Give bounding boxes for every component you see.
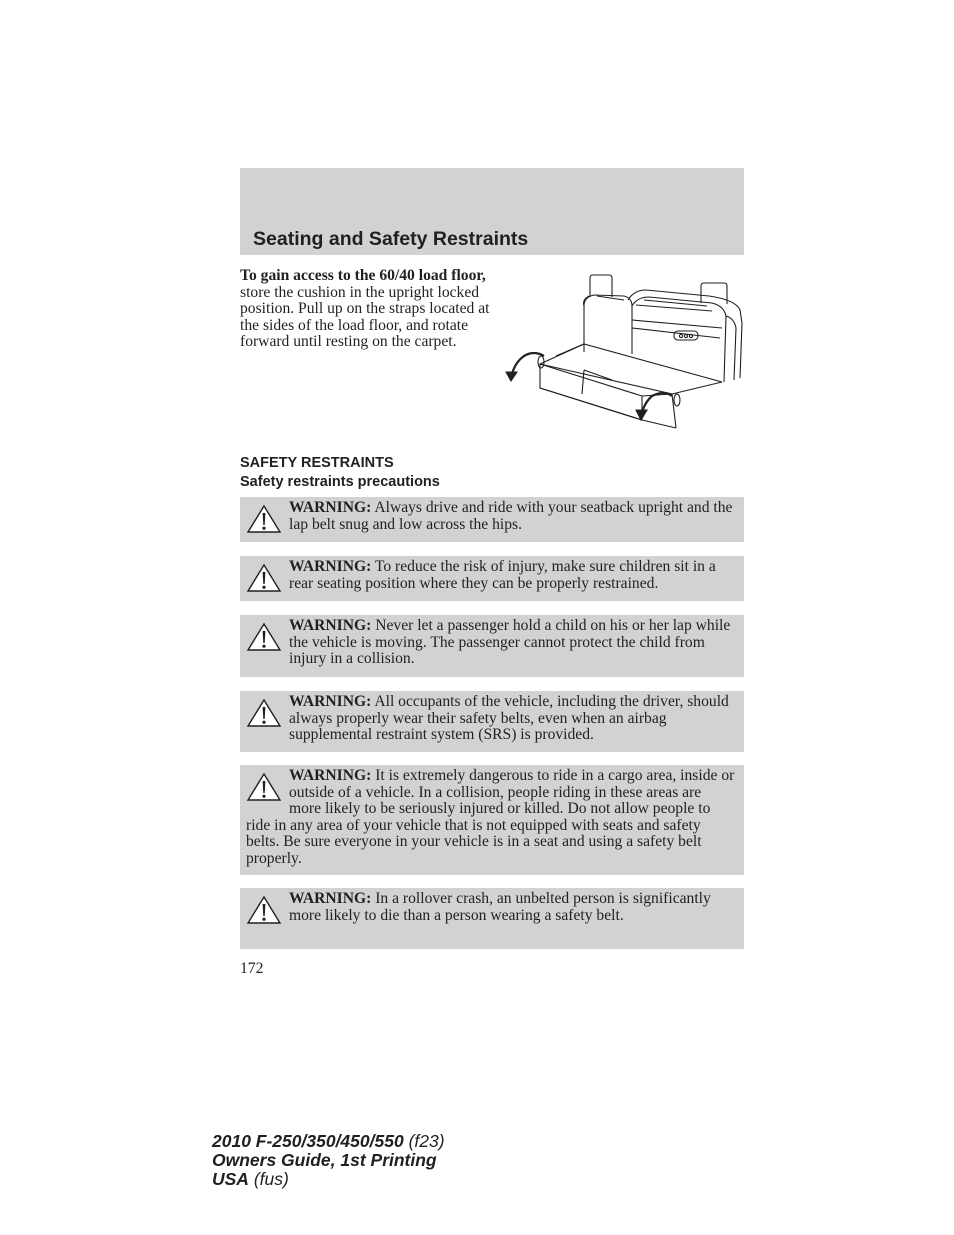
footer-line-2: Owners Guide, 1st Printing	[212, 1150, 437, 1170]
intro-text: store the cushion in the upright locked position. Pull up on the straps located at the sides of the load floor, and rotate forward until resting on the carpet.	[240, 283, 490, 350]
warning-text: In a rollover crash, an unbelted person is significantly more likely to die than a person wearing a safety belt.	[289, 890, 711, 924]
warning-text: To reduce the risk of injury, make sure children sit in a rear seating position where they can be properly restrained.	[289, 558, 716, 592]
page-number: 172	[240, 960, 264, 977]
warning-box	[240, 888, 744, 949]
load-floor-illustration	[504, 270, 746, 430]
warning-label: WARNING:	[289, 767, 372, 784]
warning-text: It is extremely dangerous to ride in a cargo area, inside or outside of a vehicle. In a collision, people riding in these areas are more likely to be seriously injured or killed. Do not allow people to ride in any area of your vehicle that is not equipped with seats and safety belts. Be sure everyone in your vehicle is in a seat and using a safety belt properly.	[246, 767, 735, 867]
section-header-band	[240, 168, 744, 255]
intro-paragraph	[240, 268, 502, 351]
warning-box	[240, 691, 744, 752]
footer-region-code: (fus)	[248, 1169, 289, 1189]
warning-text: All occupants of the vehicle, including the driver, should always properly wear their safety belts, even when an airbag supplemental restraint system (SRS) is provided.	[289, 693, 729, 743]
warning-label: WARNING:	[289, 617, 372, 634]
warning-label: WARNING:	[289, 499, 372, 516]
warning-label: WARNING:	[289, 558, 372, 575]
warning-triangle-icon	[246, 563, 282, 593]
footer-line-3	[212, 1170, 445, 1189]
footer-model: 2010 F-250/350/450/550	[212, 1131, 404, 1151]
warning-box	[240, 556, 744, 601]
warning-triangle-icon	[246, 772, 282, 802]
warning-box	[240, 765, 744, 875]
warning-triangle-icon	[246, 698, 282, 728]
footer-print-info	[212, 1132, 445, 1189]
warning-box	[240, 497, 744, 542]
warning-text: Never let a passenger hold a child on his or her lap while the vehicle is moving. The passenger cannot protect the child from injury in a collision.	[289, 617, 731, 667]
warning-triangle-icon	[246, 504, 282, 534]
intro-bold-lead: To gain access to the 60/40 load floor,	[240, 267, 486, 284]
warning-text: Always drive and ride with your seatback upright and the lap belt snug and low across the hips.	[289, 499, 733, 533]
warning-box	[240, 615, 744, 677]
footer-region: USA	[212, 1169, 249, 1189]
warning-label: WARNING:	[289, 890, 372, 907]
warning-triangle-icon	[246, 622, 282, 652]
warning-triangle-icon	[246, 895, 282, 925]
safety-restraints-heading: SAFETY RESTRAINTS	[240, 455, 394, 471]
section-title: Seating and Safety Restraints	[253, 228, 529, 250]
footer-line-1	[212, 1132, 445, 1151]
safety-precautions-subheading: Safety restraints precautions	[240, 474, 440, 490]
warning-label: WARNING:	[289, 693, 372, 710]
footer-model-code: (f23)	[403, 1131, 445, 1151]
